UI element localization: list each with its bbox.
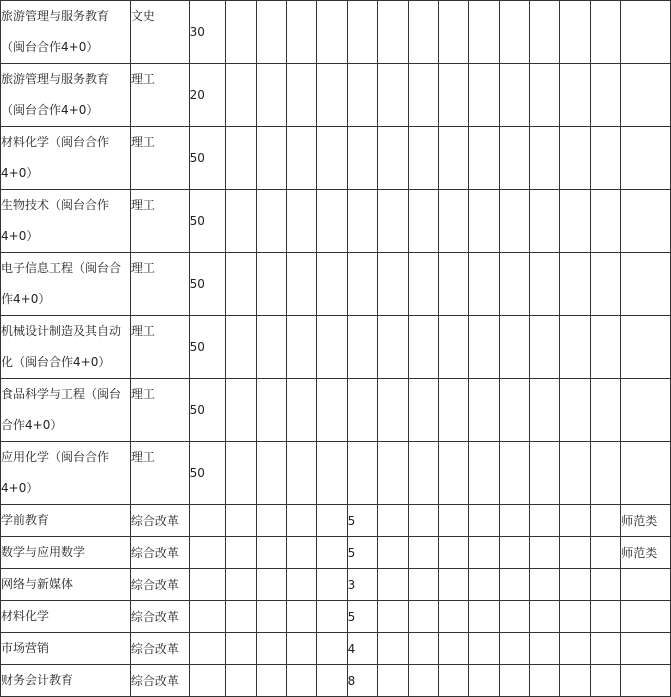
category-cell <box>130 316 189 379</box>
table-row <box>1 537 671 569</box>
category-cell: 综合改革 <box>130 505 189 537</box>
quota-cell: 50 <box>189 316 226 379</box>
note-cell <box>621 1 671 64</box>
table-row <box>1 253 671 316</box>
note-cell <box>621 442 671 505</box>
table-row <box>1 505 671 537</box>
major-line-1: 电子信息工程（闽台合 <box>1 261 122 275</box>
note-cell <box>621 316 671 379</box>
quota-cell <box>189 537 226 569</box>
quota-b-cell <box>347 253 378 316</box>
major-text: 市场营销 <box>1 641 50 655</box>
table-row <box>1 316 671 379</box>
quota-b-cell: 5 <box>347 537 378 569</box>
quota-b-cell: 4 <box>347 633 378 665</box>
table-row <box>1 633 671 665</box>
category-cell: 综合改革 <box>130 665 189 697</box>
quota-cell <box>189 633 226 665</box>
major-text: 财务会计教育 <box>1 673 74 687</box>
major-cell <box>1 253 131 316</box>
quota-b-cell <box>347 1 378 64</box>
table-row <box>1 64 671 127</box>
major-line-1: 旅游管理与服务教育 <box>1 9 110 23</box>
major-text: 网络与新媒体 <box>1 577 74 591</box>
major-line-2: 4+0） <box>1 481 39 495</box>
quota-b-cell <box>347 127 378 190</box>
major-text: 材料化学 <box>1 609 50 623</box>
table-row <box>1 127 671 190</box>
category-cell <box>130 127 189 190</box>
category-text: 理工 <box>130 198 155 212</box>
quota-b-cell: 5 <box>347 601 378 633</box>
major-text: 数学与应用数学 <box>1 545 86 559</box>
major-cell <box>1 505 131 537</box>
category-cell: 综合改革 <box>130 633 189 665</box>
note-cell <box>621 190 671 253</box>
note-cell <box>621 64 671 127</box>
quota-cell: 50 <box>189 442 226 505</box>
major-cell <box>1 442 131 505</box>
note-cell <box>621 665 671 697</box>
category-text: 理工 <box>130 450 155 464</box>
major-line-2: 化（闽台合作4+0） <box>1 355 111 369</box>
major-cell <box>1 633 131 665</box>
major-cell <box>1 601 131 633</box>
note-cell <box>621 379 671 442</box>
table-row <box>1 379 671 442</box>
table-row <box>1 442 671 505</box>
major-line-1: 应用化学（闽台合作 <box>1 450 110 464</box>
major-line-2: 4+0） <box>1 166 39 180</box>
major-cell <box>1 537 131 569</box>
category-cell <box>130 1 189 64</box>
table-row <box>1 190 671 253</box>
major-cell <box>1 569 131 601</box>
category-cell <box>130 190 189 253</box>
quota-b-cell <box>347 190 378 253</box>
category-text: 理工 <box>130 135 155 149</box>
quota-cell: 50 <box>189 127 226 190</box>
quota-cell: 20 <box>189 64 226 127</box>
quota-cell: 30 <box>189 1 226 64</box>
table-row <box>1 569 671 601</box>
quota-b-cell: 8 <box>347 665 378 697</box>
table-row <box>1 665 671 697</box>
quota-b-cell: 5 <box>347 505 378 537</box>
quota-b-cell <box>347 442 378 505</box>
quota-cell: 50 <box>189 379 226 442</box>
major-cell <box>1 665 131 697</box>
category-text: 理工 <box>130 72 155 86</box>
major-line-2: （闽台合作4+0） <box>1 40 99 54</box>
major-line-1: 食品科学与工程（闽台 <box>1 387 122 401</box>
quota-cell <box>189 505 226 537</box>
major-line-1: 机械设计制造及其自动 <box>1 324 122 338</box>
note-cell <box>621 127 671 190</box>
quota-b-cell: 3 <box>347 569 378 601</box>
category-cell: 综合改革 <box>130 537 189 569</box>
major-text: 学前教育 <box>1 513 50 527</box>
quota-cell: 50 <box>189 190 226 253</box>
quota-b-cell <box>347 64 378 127</box>
category-text: 理工 <box>130 324 155 338</box>
note-cell <box>621 253 671 316</box>
major-line-2: 作4+0） <box>1 292 51 306</box>
major-cell <box>1 379 131 442</box>
major-line-1: 旅游管理与服务教育 <box>1 72 110 86</box>
category-text: 理工 <box>130 387 155 401</box>
major-line-2: 合作4+0） <box>1 418 63 432</box>
note-cell <box>621 569 671 601</box>
major-cell <box>1 316 131 379</box>
note-cell: 师范类 <box>621 505 671 537</box>
major-cell <box>1 190 131 253</box>
major-line-1: 生物技术（闽台合作 <box>1 198 110 212</box>
major-cell <box>1 1 131 64</box>
note-cell <box>621 601 671 633</box>
major-line-2: （闽台合作4+0） <box>1 103 99 117</box>
major-cell <box>1 64 131 127</box>
note-cell: 师范类 <box>621 537 671 569</box>
major-line-1: 材料化学（闽台合作 <box>1 135 110 149</box>
category-cell: 综合改革 <box>130 569 189 601</box>
quota-cell <box>189 569 226 601</box>
note-cell <box>621 633 671 665</box>
category-text: 理工 <box>130 261 155 275</box>
category-text: 文史 <box>130 9 155 23</box>
category-cell <box>130 253 189 316</box>
category-cell <box>130 64 189 127</box>
quota-cell <box>189 665 226 697</box>
major-cell <box>1 127 131 190</box>
quota-cell <box>189 601 226 633</box>
quota-b-cell <box>347 379 378 442</box>
quota-b-cell <box>347 316 378 379</box>
category-cell <box>130 379 189 442</box>
table-row <box>1 1 671 64</box>
category-cell <box>130 442 189 505</box>
quota-cell: 50 <box>189 253 226 316</box>
category-cell: 综合改革 <box>130 601 189 633</box>
major-line-2: 4+0） <box>1 229 39 243</box>
table-row <box>1 601 671 633</box>
